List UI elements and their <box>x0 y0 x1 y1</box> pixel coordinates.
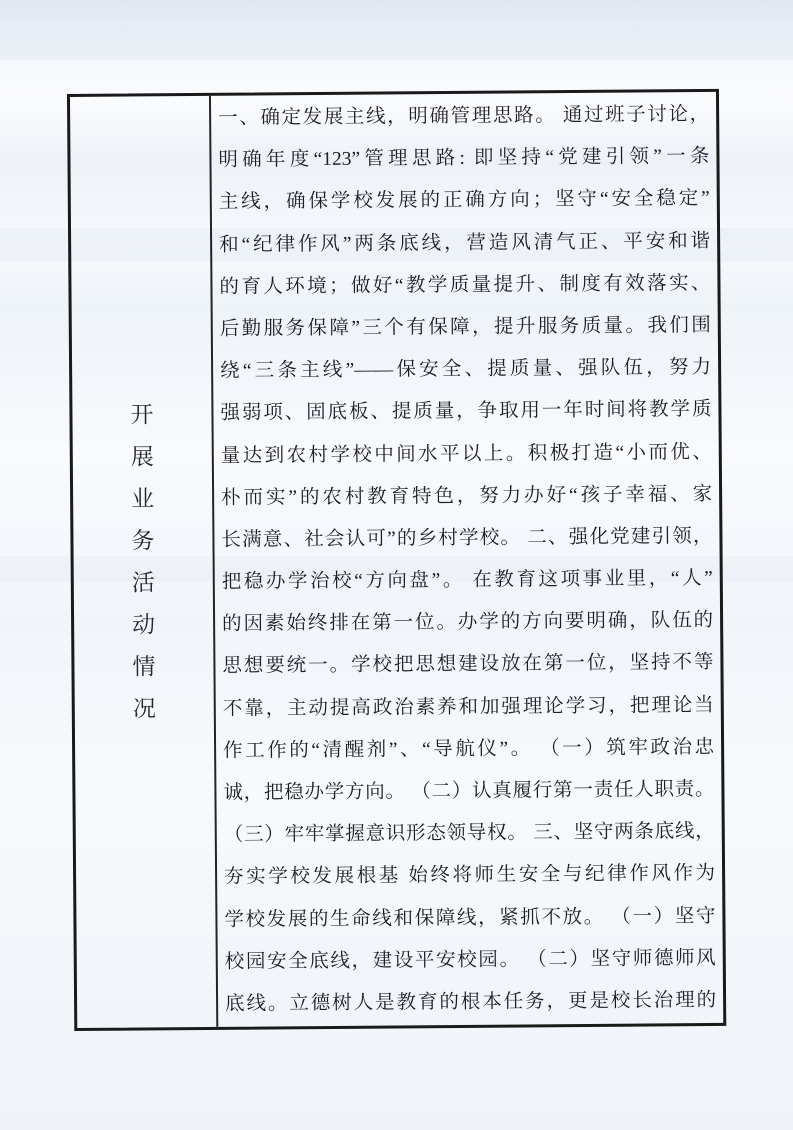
text-line: 量达到农村学校中间水平以上。积极打造“小而优、 <box>220 441 712 467</box>
row-header-label <box>130 394 156 730</box>
text-line: 把稳办学治校“方向盘”。 在教育这项事业里，“人” <box>221 568 713 593</box>
text-line: 绕“三条主线”——保安全、提质量、强队伍，努力 <box>220 357 712 382</box>
text-line: 长满意、社会认可”的乡村学校。 二、强化党建引领， <box>221 525 713 551</box>
text-line: 不靠，主动提高政治素养和加强理论学习，把理论当 <box>222 694 714 720</box>
text-line: 的育人环境；做好“教学质量提升、制度有效落实、 <box>219 272 711 298</box>
vertical-char: 开 <box>130 401 154 428</box>
text-line: 朴而实”的农村教育特色，努力办好“孩子幸福、家 <box>221 483 713 509</box>
text-line: 后勤服务保障”三个有保障，提升服务质量。我们围 <box>219 314 711 340</box>
text-line: 主线，确保学校发展的正确方向；坚守“安全稳定” <box>218 188 710 214</box>
vertical-char: 活 <box>131 569 155 596</box>
text-line: 作工作的“清醒剂”、“导航仪”。 （一）筑牢政治忠 <box>223 736 715 762</box>
vertical-char: 务 <box>131 527 155 554</box>
text-line: 强弱项、固底板、提质量，争取用一年时间将教学质 <box>220 399 712 425</box>
document-table <box>67 89 726 1031</box>
vertical-char: 情 <box>132 653 156 680</box>
vertical-char: 动 <box>132 611 156 638</box>
row-header-cell <box>70 96 218 1028</box>
text-line: 明确年度“123”管理思路: 即坚持“党建引领”一条 <box>218 146 710 172</box>
vertical-char: 展 <box>130 443 154 470</box>
content-cell <box>211 92 723 1027</box>
text-line: 诚，把稳办学方向。 （二）认真履行第一责任人职责。 <box>223 778 715 804</box>
text-line: 校园安全底线，建设平安校园。 （二）坚守师德师风 <box>224 947 716 973</box>
text-line: 和“纪律作风”两条底线，营造风清气正、平安和谐 <box>219 230 711 256</box>
vertical-char: 况 <box>132 695 156 722</box>
text-line: （三）牢牢掌握意识形态领导权。 三、坚守两条底线， <box>223 821 715 846</box>
vertical-char: 业 <box>131 485 155 512</box>
text-line: 夯实学校发展根基 始终将师生安全与纪律作风作为 <box>224 863 716 889</box>
scan-shading-band <box>0 0 793 60</box>
text-line: 的因素始终排在第一位。办学的方向要明确，队伍的 <box>222 610 714 636</box>
text-line: 底线。立德树人是教育的根本任务，更是校长治理的 <box>225 989 717 1015</box>
text-line: 一、确定发展主线，明确管理思路。 通过班子讨论， <box>218 103 710 129</box>
text-line: 学校发展的生命线和保障线，紧抓不放。 （一）坚守 <box>224 905 716 931</box>
text-line: 思想要统一。学校把思想建设放在第一位，坚持不等 <box>222 652 714 678</box>
